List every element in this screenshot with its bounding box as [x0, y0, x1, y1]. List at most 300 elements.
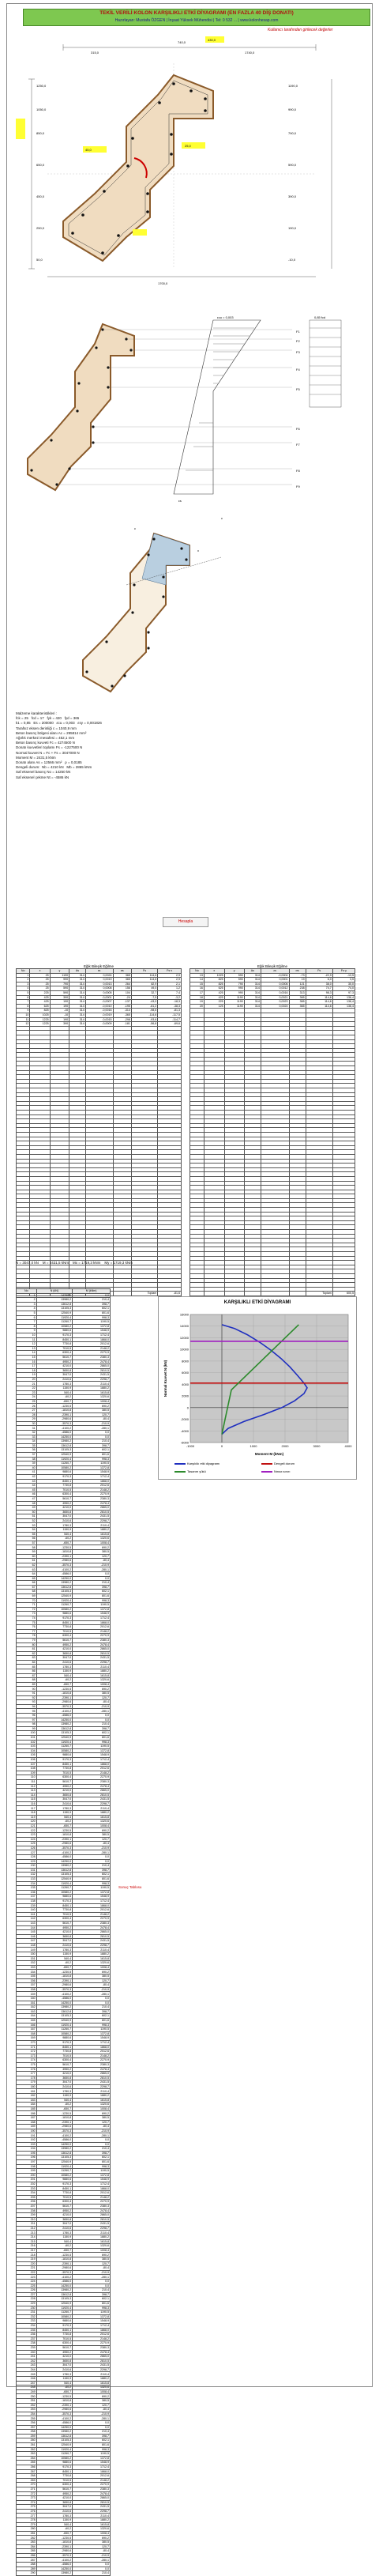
table-cell: 19 [289, 978, 306, 983]
table-row: 14 6300,4 2270,9 [17, 1351, 111, 1356]
table-row: 47 5610,7 2380,3 [17, 1496, 111, 1501]
table-row: 96 -4586,0 0,0 [17, 1714, 111, 1718]
x-tick-label: 2000 [281, 1444, 289, 1448]
table-cell: 365 [113, 978, 131, 983]
table-row: 193 14250,0 0,0 [17, 2142, 111, 2147]
table-row: 113 4210,0 2865,0 [17, 1789, 111, 1793]
y-tick-label: 14000 [179, 1324, 189, 1329]
table-row: 242 3650,8 2810,5 [17, 2359, 111, 2363]
table-total-row: Toplam 600,5 [190, 1292, 355, 1296]
table-cell: 314 [69, 1017, 86, 1022]
table-row: 24 -60,2 1320,6 [17, 1395, 111, 1400]
dim-right-3: 790,0 [288, 131, 297, 135]
col-header: No [17, 969, 30, 974]
table-row: 12 7730,8 2012,6 [17, 1342, 111, 1347]
col-header: εs [261, 969, 289, 974]
table-row: 146 3650,8 2810,5 [17, 1934, 111, 1939]
legend-item-4: Nmax sınırı [261, 1469, 290, 1473]
table-row: 252 -2390,1 120,7 [17, 2403, 111, 2408]
table-row: 92 -2390,1 120,7 [17, 1695, 111, 1700]
table-cell: 10 [17, 1013, 30, 1017]
force-label-6: F6 [296, 427, 300, 431]
force-label-2: F2 [296, 339, 300, 343]
x-tick-label: 3000 [313, 1444, 321, 1448]
table-row: 188 -2390,1 120,7 [17, 2120, 111, 2125]
table-cell: 6,0 [306, 978, 332, 983]
table-row: 288 -4586,0 0,0 [17, 2563, 111, 2567]
table-cell: 314 [244, 1004, 261, 1009]
table-cell: 18 [190, 995, 205, 1000]
table-cell: 114,6 [306, 995, 332, 1000]
table-cell: 790 [50, 982, 69, 986]
table-cell: 16 [190, 986, 205, 991]
table-row: 57 -650,7 1008,4 [17, 1541, 111, 1545]
table-row: 286 -3570,3 -210,9 [17, 2553, 111, 2558]
table-row: 189 -2980,6 -80,4 [17, 2125, 111, 2129]
table-row: 85 1780,3 2110,4 [17, 1665, 111, 1669]
table-cell: 314 [244, 990, 261, 995]
table-row: 181 1780,3 2110,4 [17, 2089, 111, 2094]
table-row: 254 -3570,3 -210,9 [17, 2412, 111, 2416]
table-cell: 825 [30, 1009, 50, 1013]
table-cell: 7 [17, 1000, 30, 1005]
table-cell: -43,0 [131, 1000, 157, 1005]
table-cell: 264 [113, 982, 131, 986]
table-row: 5 12540,9 801,6 [17, 1311, 111, 1315]
table-row: 180 2410,6 2298,7 [17, 2084, 111, 2089]
table-cell: 25 [30, 986, 50, 991]
table-row: 171 8450,1 1868,0 [17, 2045, 111, 2050]
table-cell: -0,0001 [85, 995, 113, 1000]
table-row: 58 -1230,5 690,2 [17, 1545, 111, 1550]
table-row: 161 14250,0 0,0 [17, 2001, 111, 2005]
force-label-5: F5 [296, 387, 300, 391]
table-row: 236 7730,8 2012,6 [17, 2333, 111, 2337]
table-row: 250 -1230,5 690,2 [17, 2394, 111, 2399]
table-row: 228 13105,3 602,1 [17, 2297, 111, 2302]
table-row: 176 4950,2 2478,4 [17, 2067, 111, 2072]
table-row: 160 -4586,0 0,0 [17, 1997, 111, 2001]
table-cell: -0,0009 [85, 1022, 113, 1027]
calculation-text: Malzeme karakteristikleri : fck = 25 fcd = 17 fyk = 420 fyd = 365 k1 = 0,85 Es = 200000 εcu = 0,003 εsy = 0,001826 Tarafsız eksen derinliği c = 1040,9 mm Beton basınç bölgesi alanı Ac = 295814 mm² Ağırlık merkezi mesafesi = 452,1 mm Beton basınç kuvveti Fc = 4274500 N Donatı kuvvetleri toplamı Fs = -1227500 N Normal kuvvet N = Fc + Fs = 3047000 N Moment M = 2431,5 kNm Donatı alanı As = 12566 mm² ρ = 0,0185 Dengeli durum: Nb = 4210 kN Mb = 2865 kNm Saf eksenel basınç No = 14250 kN Saf eksenel çekme Nt = -4586 kN [16, 711, 102, 779]
table-row: 273 4210,0 2865,0 [17, 2496, 111, 2501]
table-row: 272 4950,2 2478,4 [17, 2491, 111, 2496]
table-cell: -0,0016 [85, 1009, 113, 1013]
table-row: 229 12540,9 801,6 [17, 2301, 111, 2306]
y-tick-label: 12000 [179, 1335, 189, 1340]
table-row: 15 5610,7 2380,3 [17, 1355, 111, 1360]
table-cell: -298 [113, 1017, 131, 1022]
table-cell: 4 [17, 986, 30, 991]
table-row: 213 1780,3 2110,4 [17, 2231, 111, 2235]
table-cell: 0,0019 [85, 978, 113, 983]
calculate-button[interactable]: Hesapla [163, 917, 208, 927]
col-header: εs [85, 969, 113, 974]
legend-item-2: Dengeli durum [261, 1461, 295, 1465]
table-row: 192 -4586,0 0,0 [17, 2138, 111, 2143]
table-row: 86 1150,9 1880,2 [17, 1669, 111, 1674]
table-row: 221 -2980,6 -80,4 [17, 2266, 111, 2271]
table-cell: 136,4 [332, 1004, 355, 1009]
table-cell: -56,8 [131, 1022, 157, 1027]
dim-right-7: -10,0 [288, 258, 296, 262]
table-row: 56 -60,2 1320,6 [17, 1537, 111, 1541]
table-cell: 0,0024 [261, 1004, 289, 1009]
table-cell: 114,6 [306, 1004, 332, 1009]
table-cell: 625 [30, 1004, 50, 1009]
table-cell: 114,6 [306, 1000, 332, 1005]
table-row: 159 -4100,2 -280,1 [17, 1992, 111, 1997]
table-row: 231 11260,7 1190,5 [17, 2310, 111, 2315]
table-cell: 121 [289, 982, 306, 986]
table-row: 285 -2980,6 -80,4 [17, 2549, 111, 2554]
table-row: 130 13980,2 210,4 [17, 1864, 111, 1869]
table-cell: 2 [17, 978, 30, 983]
table-row: 109 7010,5 2148,2 [17, 1771, 111, 1775]
table-cell: 313 [289, 990, 306, 995]
cover-label: 25,0 [185, 144, 191, 148]
table-row: 55 540,4 1615,8 [17, 1532, 111, 1537]
force-label-4: F4 [296, 368, 300, 372]
table-row: 287 -4100,2 -280,1 [17, 2558, 111, 2563]
table-cell: 314 [69, 1009, 86, 1013]
table-row: 207 5610,7 2380,3 [17, 2204, 111, 2208]
force-label-3: F3 [296, 350, 300, 354]
neutral-axis-label: x [197, 549, 199, 553]
table-row: 277 1780,3 2110,4 [17, 2514, 111, 2518]
table-row: 198 11920,4 998,3 [17, 2164, 111, 2169]
result-table-note: Sonuç Tablosu [118, 1885, 142, 1889]
table-row: 150 1150,9 1880,2 [17, 1952, 111, 1957]
table-row: 26 -1230,5 690,2 [17, 1404, 111, 1409]
table-cell: 1025 [30, 1013, 50, 1017]
table-cell: 314 [69, 1013, 86, 1017]
table-row: 154 -1230,5 690,2 [17, 1970, 111, 1974]
table-row: 60 -2390,1 120,7 [17, 1554, 111, 1559]
table-row: 153 -650,7 1008,4 [17, 1965, 111, 1970]
table-total-row: Toplam -81,6 [17, 1292, 182, 1296]
strain-es-label: εs [178, 499, 182, 503]
table-cell: -365 [113, 1013, 131, 1017]
table-row: 223 -4100,2 -280,1 [17, 2275, 111, 2280]
table-row: 94 -3570,3 -210,9 [17, 1704, 111, 1709]
table-row: 120 -60,2 1320,6 [17, 1820, 111, 1824]
table-row: 73 9880,6 1548,9 [17, 1612, 111, 1616]
table-cell: 790 [224, 982, 244, 986]
table-cell: 2,9 [158, 973, 182, 978]
table-row: 182 1150,9 1880,2 [17, 2094, 111, 2099]
table-cell: 190 [50, 1000, 69, 1005]
table-row: 63 -4100,2 -280,1 [17, 1567, 111, 1572]
col-header: Fs [306, 969, 332, 974]
table-row: 98 13980,2 210,4 [17, 1722, 111, 1727]
table-cell: -0,0004 [261, 973, 289, 978]
dim-right-4: 590,0 [288, 163, 297, 167]
column-section-drawing [16, 32, 363, 292]
table-cell: 25 [30, 973, 50, 978]
table-row: 280 -60,2 1320,6 [17, 2527, 111, 2532]
dim-right-5: 390,0 [288, 194, 297, 198]
table-row: 32 -4586,0 0,0 [17, 1431, 111, 1435]
table-row: 195 13612,8 398,7 [17, 2151, 111, 2155]
legend-item-1: Karşılıklı etki diyagramı [174, 1461, 220, 1465]
table-cell: -7,5 [131, 995, 157, 1000]
table-cell: 390 [50, 995, 69, 1000]
table-row: 31 -4100,2 -280,1 [17, 1426, 111, 1431]
table-row: 44 7730,8 2012,6 [17, 1484, 111, 1488]
table-row: 135 11260,7 1190,5 [17, 1886, 111, 1891]
table-row: 162 13980,2 210,4 [17, 2005, 111, 2010]
table-row: 185 -650,7 1008,4 [17, 2106, 111, 2111]
table-row: 38 11920,4 998,3 [17, 1457, 111, 1461]
table-cell: 1225 [30, 1022, 50, 1027]
table-row: 75 8450,1 1868,0 [17, 1620, 111, 1625]
table-row: 124 -2390,1 120,7 [17, 1837, 111, 1842]
table-row: 270 6300,4 2270,9 [17, 2483, 111, 2487]
table-cell: 314 [244, 986, 261, 991]
table-row: 16 4950,2 2478,4 [17, 1360, 111, 1364]
table-cell: 365 [289, 995, 306, 1000]
y-tick-label: -4000 [180, 1428, 189, 1433]
table-row: 121 -650,7 1008,4 [17, 1824, 111, 1828]
table-cell: -13,5 [332, 973, 355, 978]
table-cell: 365 [289, 1004, 306, 1009]
table-cell: -10 [50, 1013, 69, 1017]
table-row: 21 1780,3 2110,4 [17, 1382, 111, 1386]
table-row: 247 540,4 1615,8 [17, 2381, 111, 2386]
table-row: 67 13612,8 398,7 [17, 1585, 111, 1590]
table-row: 46 6300,4 2270,9 [17, 1492, 111, 1497]
col-header: σs [289, 969, 306, 974]
table-row: 264 10580,2 1372,8 [17, 2456, 111, 2461]
table-cell: -117,5 [158, 1013, 182, 1017]
table-row: 230 11920,4 998,3 [17, 2306, 111, 2310]
table-row: 28 -2390,1 120,7 [17, 1412, 111, 1417]
table-row: 45 7010,5 2148,2 [17, 1488, 111, 1492]
table-row: 174 6300,4 2270,9 [17, 2058, 111, 2063]
table-row: 88 -60,2 1320,6 [17, 1678, 111, 1683]
table-row: 240 4950,2 2478,4 [17, 2350, 111, 2355]
table-row: 40 10580,2 1372,8 [17, 1465, 111, 1470]
table-row: 202 9170,3 1712,4 [17, 2182, 111, 2186]
section-c-label: c [221, 516, 223, 520]
table-cell: -93,6 [131, 1017, 157, 1022]
table-cell: -114,7 [158, 1017, 182, 1022]
table-row: 164 13105,3 602,1 [17, 2014, 111, 2019]
x-tick-label: -1000 [186, 1444, 195, 1448]
table-cell: 74,7 [306, 986, 332, 991]
table-row: 136 10580,2 1372,8 [17, 1890, 111, 1895]
table-row: 155 -1810,8 380,5 [17, 1974, 111, 1979]
table-row: 156 -2390,1 120,7 [17, 1978, 111, 1983]
table-cell: 314 [69, 995, 86, 1000]
table-cell: 314 [244, 973, 261, 978]
table-row: 123 -1810,8 380,5 [17, 1833, 111, 1838]
table-cell: 625 [204, 986, 224, 991]
table-row: 248 -60,2 1320,6 [17, 2386, 111, 2390]
table-row: 267 8450,1 1868,0 [17, 2469, 111, 2474]
table-row: 76 7730,8 2012,6 [17, 1625, 111, 1630]
table-row: 29 -2980,6 -80,4 [17, 1417, 111, 1422]
table-row: 249 -650,7 1008,4 [17, 2389, 111, 2394]
table-row: 274 3650,8 2810,5 [17, 2500, 111, 2505]
table-row: 78 6300,4 2270,9 [17, 1634, 111, 1639]
table-cell: -137 [113, 1000, 131, 1005]
x-axis-label: Moment M (kNm) [254, 1452, 284, 1456]
table-cell: 0,0012 [261, 986, 289, 991]
table-row: 108 7730,8 2012,6 [17, 1767, 111, 1771]
table-cell: 30,0 [332, 982, 355, 986]
col-header: x [204, 969, 224, 974]
table-row: 183 540,4 1615,8 [17, 2098, 111, 2103]
table-row: 122 -1230,5 690,2 [17, 1828, 111, 1833]
table-cell: 8 [17, 1004, 30, 1009]
table-row: 190 -3570,3 -210,9 [17, 2129, 111, 2133]
col-header: y [224, 969, 244, 974]
angle-label: 45,0 [85, 148, 92, 152]
table-cell: 314 [69, 1004, 86, 1009]
y-tick-label: 6000 [182, 1371, 189, 1375]
table-row: 200 10580,2 1372,8 [17, 2173, 111, 2178]
table-row: 259 13612,8 398,7 [17, 2434, 111, 2438]
table-row: 102 11920,4 998,3 [17, 1740, 111, 1744]
table-row: 179 3047,0 2431,5 [17, 2080, 111, 2085]
table-row: 72 10580,2 1372,8 [17, 1607, 111, 1612]
table-row: 284 -2390,1 120,7 [17, 2544, 111, 2549]
table-cell: -0,0010 [85, 1004, 113, 1009]
table-row: 196 13105,3 602,1 [17, 2155, 111, 2160]
table-row: 18 3650,8 2810,5 [17, 1368, 111, 1373]
table-row: 64 -4586,0 0,0 [17, 1572, 111, 1577]
table-row: 33 14250,0 0,0 [17, 1435, 111, 1439]
table-row: 93 -2980,6 -80,4 [17, 1700, 111, 1705]
table-cell: -195 [113, 1004, 131, 1009]
table-row: 95 -4100,2 -280,1 [17, 1709, 111, 1714]
table-row: 151 540,4 1615,8 [17, 1956, 111, 1961]
table-row: 103 11260,7 1190,5 [17, 1744, 111, 1749]
zone-c-label: c [134, 526, 136, 530]
table-row: 125 -2980,6 -80,4 [17, 1842, 111, 1846]
table-cell: 1190 [224, 995, 244, 1000]
table-row: 144 4950,2 2478,4 [17, 1925, 111, 1930]
table-row: 258 13980,2 210,4 [17, 2430, 111, 2435]
table-row: 276 2410,6 2298,7 [17, 2509, 111, 2514]
table-cell: -73 [289, 973, 306, 978]
table-cell: 25 [30, 982, 50, 986]
table-row: 30 -3570,3 -210,9 [17, 1421, 111, 1426]
table-row: 104 10580,2 1372,8 [17, 1748, 111, 1753]
table-cell: 314 [69, 1000, 86, 1005]
table-row: 139 8450,1 1868,0 [17, 1903, 111, 1908]
table-row: 51 3047,0 2431,5 [17, 1514, 111, 1519]
table-row: 134 11920,4 998,3 [17, 1881, 111, 1886]
dim-right-1: 1190,0 [288, 84, 298, 88]
table-cell: 13 [190, 973, 205, 978]
table-cell: 114,6 [131, 973, 157, 978]
table-cell: -38,3 [158, 1004, 182, 1009]
table-row: 80 4950,2 2478,4 [17, 1643, 111, 1647]
table-row: 133 12540,9 801,6 [17, 1876, 111, 1881]
table-cell: -314 [113, 1009, 131, 1013]
table-row: 184 -60,2 1320,6 [17, 2103, 111, 2107]
table-cell: -3,2 [158, 995, 182, 1000]
table-cell: 0,0024 [85, 973, 113, 978]
table-row: 107 8450,1 1868,0 [17, 1762, 111, 1767]
table-cell: 20 [190, 1004, 205, 1009]
table-row: 49 4210,0 2865,0 [17, 1506, 111, 1511]
table-row: 101 12540,9 801,6 [17, 1735, 111, 1740]
table-row: 74 9170,3 1712,4 [17, 1616, 111, 1620]
x-tick-label: 1000 [250, 1444, 257, 1448]
table-cell: 3 [17, 982, 30, 986]
table-row: 265 9880,6 1548,9 [17, 2461, 111, 2465]
table-row: 3 13612,8 398,7 [17, 1302, 111, 1307]
table-row: 260 13105,3 602,1 [17, 2438, 111, 2443]
table-cell: 19 [190, 1000, 205, 1005]
table-row: 168 10580,2 1372,8 [17, 2031, 111, 2036]
table-cell: 314 [69, 973, 86, 978]
table-row: 233 9880,6 1548,9 [17, 2319, 111, 2324]
table-row: 59 -1810,8 380,5 [17, 1550, 111, 1555]
table-row: 110 6300,4 2270,9 [17, 1775, 111, 1780]
col-header: σs [113, 969, 131, 974]
table-cell: 314 [69, 978, 86, 983]
table-cell: 0,0023 [261, 1000, 289, 1005]
table-row: 166 11920,4 998,3 [17, 2023, 111, 2027]
table-row: 245 1780,3 2110,4 [17, 2372, 111, 2377]
table-row: 41 9880,6 1548,9 [17, 1470, 111, 1475]
table-row: 126 -3570,3 -210,9 [17, 1846, 111, 1850]
table-cell: 590 [50, 986, 69, 991]
table-cell: 97,3 [332, 990, 355, 995]
interaction-diagram-chart [158, 1296, 357, 1480]
dim-top-4: 430,0 [208, 38, 216, 42]
result-summary: N = 3047,0 kN M = 2431,5 kNm Mx = 1719,3 kNm My = 1719,3 kNm [16, 1261, 133, 1265]
table-cell: -0,0015 [85, 1017, 113, 1022]
table-row: 141 7010,5 2148,2 [17, 1912, 111, 1917]
table-row: 70 11920,4 998,3 [17, 1598, 111, 1603]
table-cell: -22,9 [306, 973, 332, 978]
table-row: 127 -4100,2 -280,1 [17, 1850, 111, 1855]
table-row: 83 3047,0 2431,5 [17, 1656, 111, 1661]
table-cell: 825 [204, 978, 224, 983]
force-label-1: F1 [296, 330, 300, 334]
table-row: 281 -650,7 1008,4 [17, 2531, 111, 2536]
table-row: 17 4210,0 2865,0 [17, 1364, 111, 1369]
table-cell: -81,3 [158, 1009, 182, 1013]
table-row: 81 4210,0 2865,0 [17, 1647, 111, 1652]
table-cell: 156 [113, 986, 131, 991]
table-row: 140 7730,8 2012,6 [17, 1908, 111, 1913]
table-cell: 5 [17, 990, 30, 995]
y-tick-label: 10000 [179, 1347, 189, 1352]
table-cell: 225 [30, 990, 50, 995]
y-tick-label: 2000 [182, 1394, 189, 1398]
table-cell: 2,1 [158, 982, 182, 986]
table-row: 209 4210,0 2865,0 [17, 2213, 111, 2218]
y-tick-label: 8000 [182, 1359, 189, 1363]
table-cell: 12 [17, 1022, 30, 1027]
table-cell: 225 [204, 1000, 224, 1005]
table-row: 268 7730,8 2012,6 [17, 2474, 111, 2479]
table-row: 262 11920,4 998,3 [17, 2447, 111, 2452]
table-cell: 38,0 [306, 982, 332, 986]
col-header: M (kNm) [73, 1289, 111, 1294]
table-row: 191 -4100,2 -280,1 [17, 2133, 111, 2138]
author-line: Hazırlayan: Mustafa ÖZGEN | İnşaat Yüksek Mühendisi | Tel: 0 532 ... | www.kolonhesap.com [114, 18, 279, 23]
table-cell: 314 [244, 995, 261, 1000]
table-cell: -181 [113, 1022, 131, 1027]
